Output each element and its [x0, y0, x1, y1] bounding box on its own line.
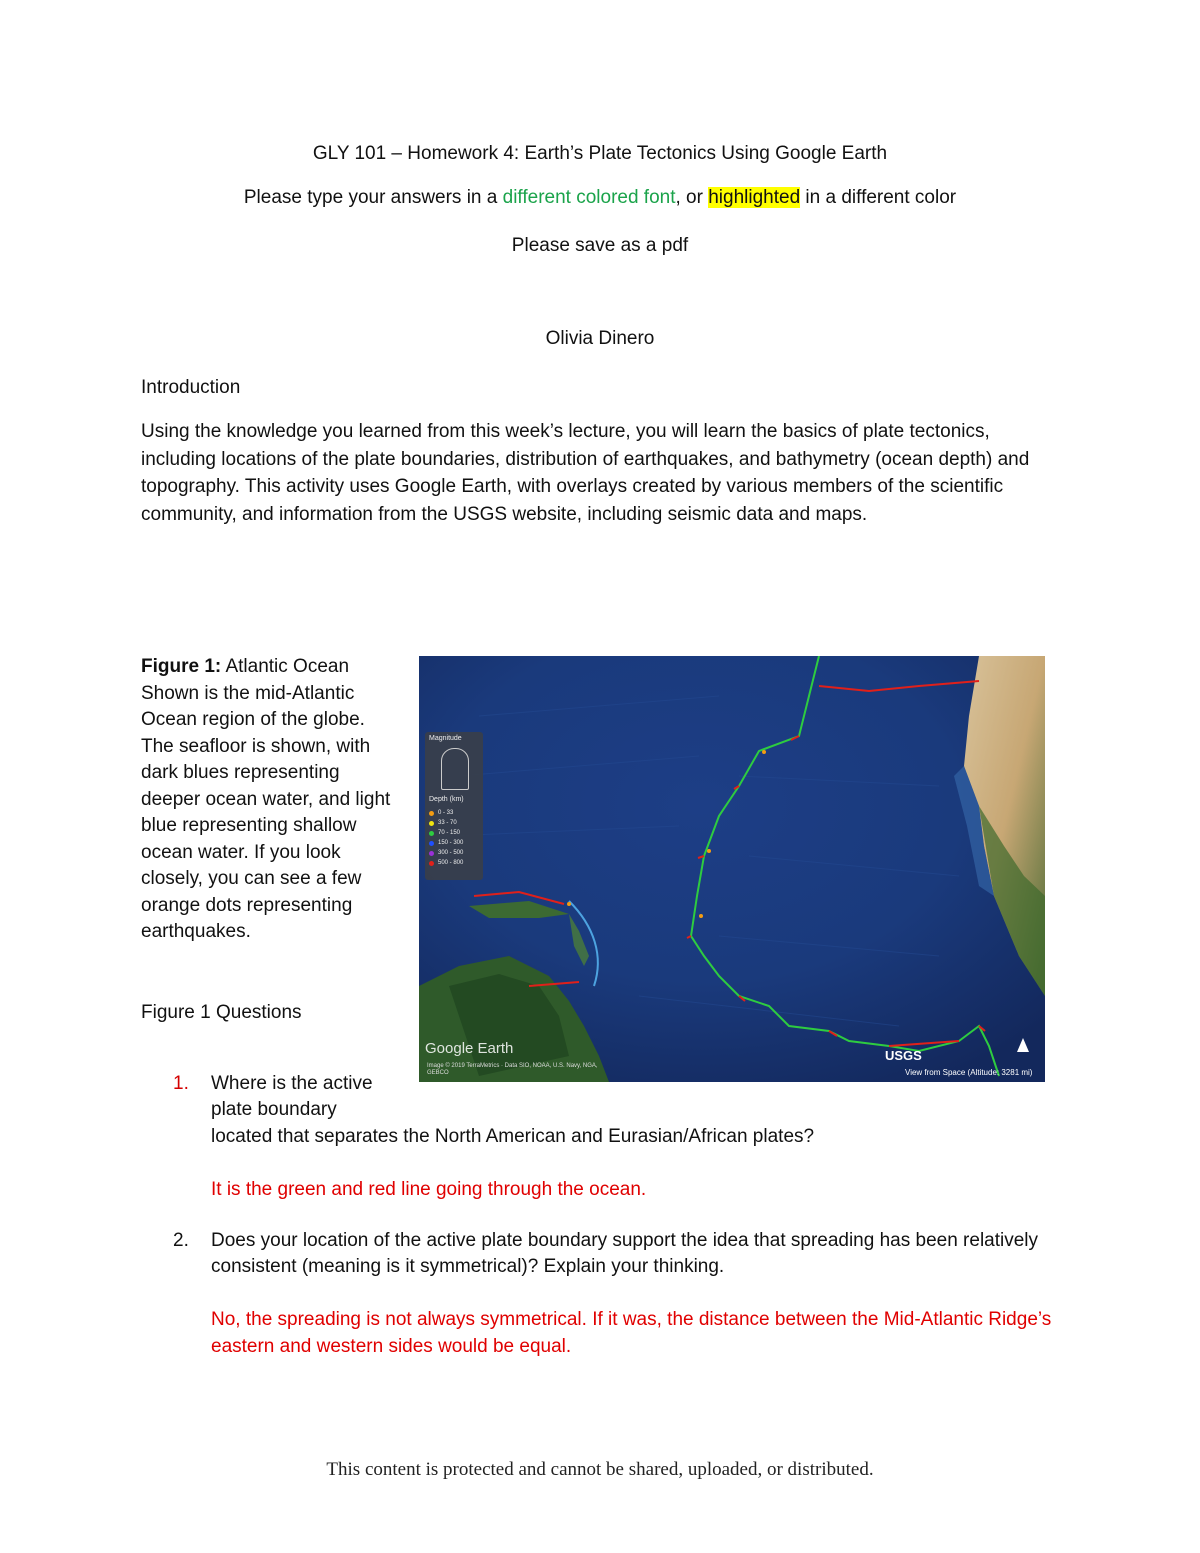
instructions-line [0, 187, 1200, 209]
intro-heading: Introduction [141, 377, 241, 398]
question-1-text-part1: Where is the active plate boundary [211, 1073, 373, 1120]
legend-depth-item [429, 858, 483, 868]
legend-depth-title: Depth (km) [429, 796, 464, 803]
question-1-text-part2: located that separates the North American and Eurasian/African plates? [211, 1126, 815, 1147]
legend-depth-item [429, 808, 483, 818]
legend-dot-icon [429, 811, 434, 816]
atlantic-ocean-map-image [419, 656, 1045, 1082]
legend-depth-label: 33 - 70 [438, 820, 457, 826]
legend-depth-item [429, 818, 483, 828]
legend-depth-label: 150 - 300 [438, 840, 464, 846]
legend-dot-icon [429, 861, 434, 866]
north-arrow-icon [1017, 1038, 1029, 1052]
legend-depth-label: 0 - 33 [438, 810, 454, 816]
legend-depth-item [429, 828, 483, 838]
legend-depth-list [429, 808, 483, 868]
document-title: GLY 101 – Homework 4: Earth’s Plate Tectonics Using Google Earth [312, 143, 888, 164]
figure-caption [141, 654, 401, 946]
footer-notice: This content is protected and cannot be shared, uploaded, or distributed. [326, 1459, 874, 1480]
figure-questions-heading: Figure 1 Questions [141, 1002, 302, 1023]
legend-dot-icon [429, 841, 434, 846]
legend-dot-icon [429, 831, 434, 836]
instructions-text-2: , or [675, 187, 709, 208]
question-1-number: 1. [173, 1073, 189, 1094]
magnitude-scale-icon [441, 748, 469, 790]
instructions-text-1: Please type your answers in a [243, 187, 503, 208]
legend-depth-item [429, 848, 483, 858]
instructions-highlight-text: highlighted [708, 187, 801, 208]
usgs-logo: USGS [885, 1048, 922, 1063]
legend-magnitude-title: Magnitude [429, 735, 462, 742]
instructions-green-text: different colored font [502, 187, 676, 208]
figure-caption-text: Shown is the mid-Atlantic Ocean region of the globe. The seafloor is shown, with dark blues representing deeper ocean water, and light blue representing shallow ocean water. If you look closely, you can see a few orange dots representing earthquakes. [141, 682, 391, 942]
map-attribution: Image © 2019 TerraMetrics · Data SIO, NOAA, U.S. Navy, NGA, GEBCO [427, 1063, 598, 1076]
legend-depth-item [429, 838, 483, 848]
legend-depth-label: 300 - 500 [438, 850, 464, 856]
legend-dot-icon [429, 851, 434, 856]
intro-paragraph: Using the knowledge you learned from this week’s lecture, you will learn the basics of plate tectonics, including locations of the plate boundaries, distribution of earthquakes, and bathymetry (ocean depth) and topography. This activity uses Google Earth, with overlays created by various members of the scientific community, and information from the USGS website, including seismic data and maps. [141, 421, 1030, 525]
answer-1: It is the green and red line going through the ocean. [211, 1179, 647, 1200]
student-name: Olivia Dinero [545, 328, 655, 349]
question-2-number: 2. [173, 1230, 189, 1251]
answer-2: No, the spreading is not always symmetrical. If it was, the distance between the Mid-Atlantic Ridge’s eastern and western sides would be equal. [211, 1309, 1052, 1357]
legend-depth-label: 500 - 800 [438, 860, 464, 866]
legend-depth-label: 70 - 150 [438, 830, 461, 836]
instructions-text-3: in a different color [800, 187, 957, 208]
legend-dot-icon [429, 821, 434, 826]
figure-caption-label: Figure 1: [141, 656, 222, 677]
google-earth-logo: Google Earth [425, 1040, 514, 1057]
figure-caption-title: Atlantic Ocean [221, 656, 350, 677]
view-from-space-text: View from Space (Altitude: 3281 mi) [905, 1068, 1033, 1077]
save-note: Please save as a pdf [511, 235, 689, 256]
question-2-text: Does your location of the active plate boundary support the idea that spreading has been relatively consistent (meaning is it symmetrical)? Explain your thinking. [211, 1230, 1039, 1277]
